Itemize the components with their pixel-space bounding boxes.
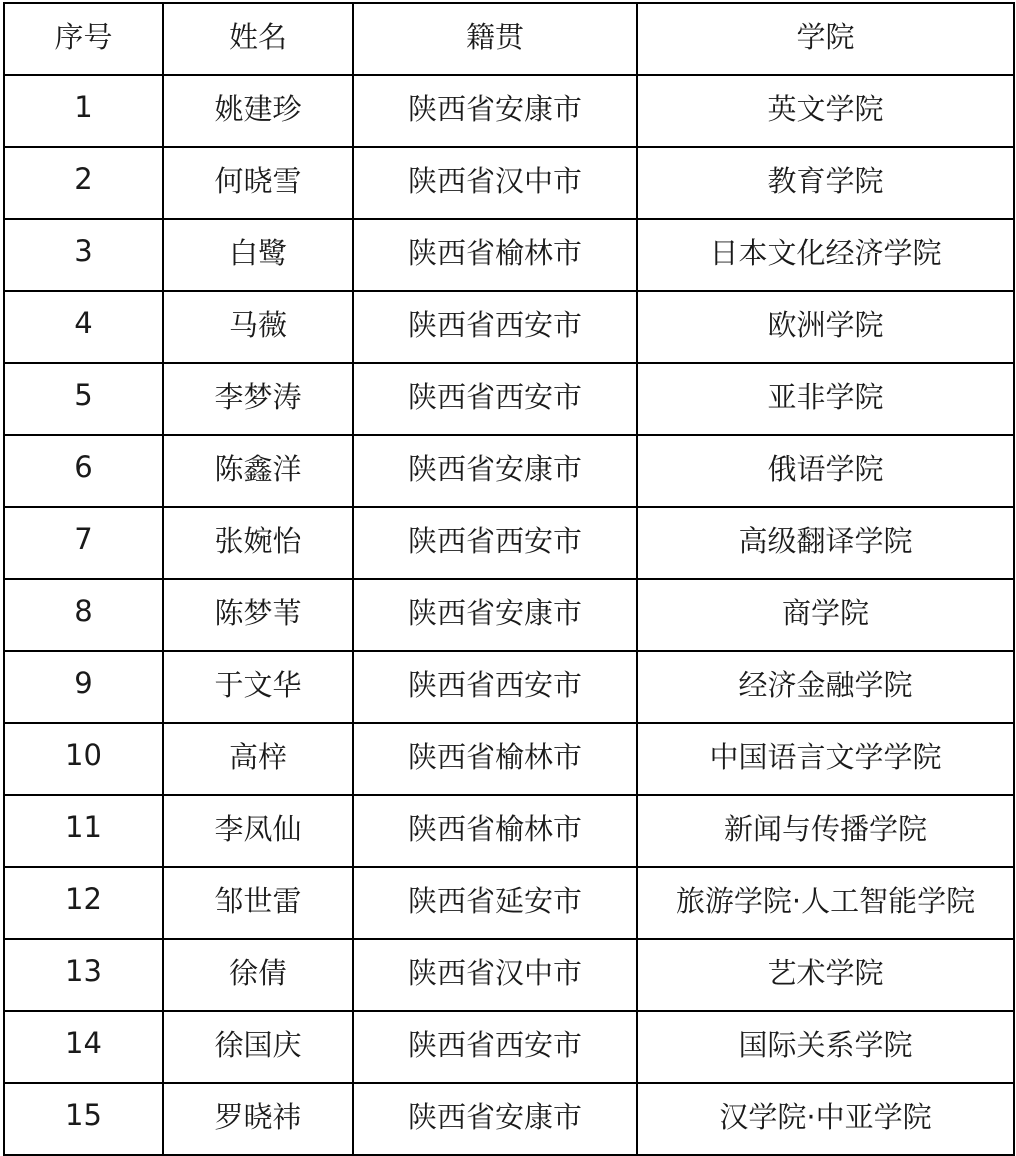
cell-hometown: 陕西省汉中市 [353,939,637,1011]
cell-college: 汉学院·中亚学院 [637,1083,1014,1155]
cell-index: 8 [4,579,163,651]
cell-index: 13 [4,939,163,1011]
cell-name: 何晓雪 [163,147,353,219]
cell-college: 新闻与传播学院 [637,795,1014,867]
cell-name: 李凤仙 [163,795,353,867]
cell-college: 欧洲学院 [637,291,1014,363]
cell-index: 6 [4,435,163,507]
cell-college: 经济金融学院 [637,651,1014,723]
cell-name: 张婉怡 [163,507,353,579]
cell-hometown: 陕西省榆林市 [353,795,637,867]
cell-college: 旅游学院·人工智能学院 [637,867,1014,939]
cell-hometown: 陕西省西安市 [353,363,637,435]
table-row [4,507,1014,579]
cell-college: 英文学院 [637,75,1014,147]
cell-hometown: 陕西省西安市 [353,291,637,363]
cell-index: 2 [4,147,163,219]
cell-index: 4 [4,291,163,363]
header-cell-name: 姓名 [163,3,353,75]
table-row [4,147,1014,219]
cell-college: 国际关系学院 [637,1011,1014,1083]
cell-name: 罗晓祎 [163,1083,353,1155]
cell-index: 11 [4,795,163,867]
cell-college: 日本文化经济学院 [637,219,1014,291]
table-row [4,579,1014,651]
header-cell-index: 序号 [4,3,163,75]
cell-index: 3 [4,219,163,291]
cell-index: 10 [4,723,163,795]
table-row [4,291,1014,363]
table-row [4,219,1014,291]
table-row [4,75,1014,147]
cell-name: 姚建珍 [163,75,353,147]
cell-college: 艺术学院 [637,939,1014,1011]
cell-index: 15 [4,1083,163,1155]
table-row [4,795,1014,867]
cell-name: 徐国庆 [163,1011,353,1083]
cell-name: 邹世雷 [163,867,353,939]
cell-hometown: 陕西省安康市 [353,1083,637,1155]
cell-hometown: 陕西省安康市 [353,75,637,147]
table-row [4,1011,1014,1083]
cell-name: 陈鑫洋 [163,435,353,507]
cell-hometown: 陕西省汉中市 [353,147,637,219]
cell-index: 7 [4,507,163,579]
cell-name: 于文华 [163,651,353,723]
table-row [4,723,1014,795]
cell-index: 12 [4,867,163,939]
cell-college: 中国语言文学学院 [637,723,1014,795]
cell-college: 俄语学院 [637,435,1014,507]
cell-index: 5 [4,363,163,435]
cell-index: 9 [4,651,163,723]
cell-hometown: 陕西省西安市 [353,1011,637,1083]
cell-name: 高梓 [163,723,353,795]
cell-name: 李梦涛 [163,363,353,435]
cell-name: 马薇 [163,291,353,363]
cell-college: 教育学院 [637,147,1014,219]
cell-name: 白鹭 [163,219,353,291]
cell-name: 陈梦苇 [163,579,353,651]
header-row [4,3,1014,75]
table-row [4,867,1014,939]
table-row [4,651,1014,723]
table-row [4,435,1014,507]
cell-index: 14 [4,1011,163,1083]
cell-hometown: 陕西省西安市 [353,507,637,579]
cell-college: 商学院 [637,579,1014,651]
cell-hometown: 陕西省榆林市 [353,723,637,795]
table-row [4,939,1014,1011]
cell-hometown: 陕西省西安市 [353,651,637,723]
cell-index: 1 [4,75,163,147]
header-cell-college: 学院 [637,3,1014,75]
cell-hometown: 陕西省延安市 [353,867,637,939]
cell-name: 徐倩 [163,939,353,1011]
table-row [4,1083,1014,1155]
cell-college: 亚非学院 [637,363,1014,435]
cell-hometown: 陕西省安康市 [353,435,637,507]
cell-hometown: 陕西省榆林市 [353,219,637,291]
cell-hometown: 陕西省安康市 [353,579,637,651]
header-cell-hometown: 籍贯 [353,3,637,75]
roster-table [3,2,1015,1156]
table-row [4,363,1014,435]
cell-college: 高级翻译学院 [637,507,1014,579]
